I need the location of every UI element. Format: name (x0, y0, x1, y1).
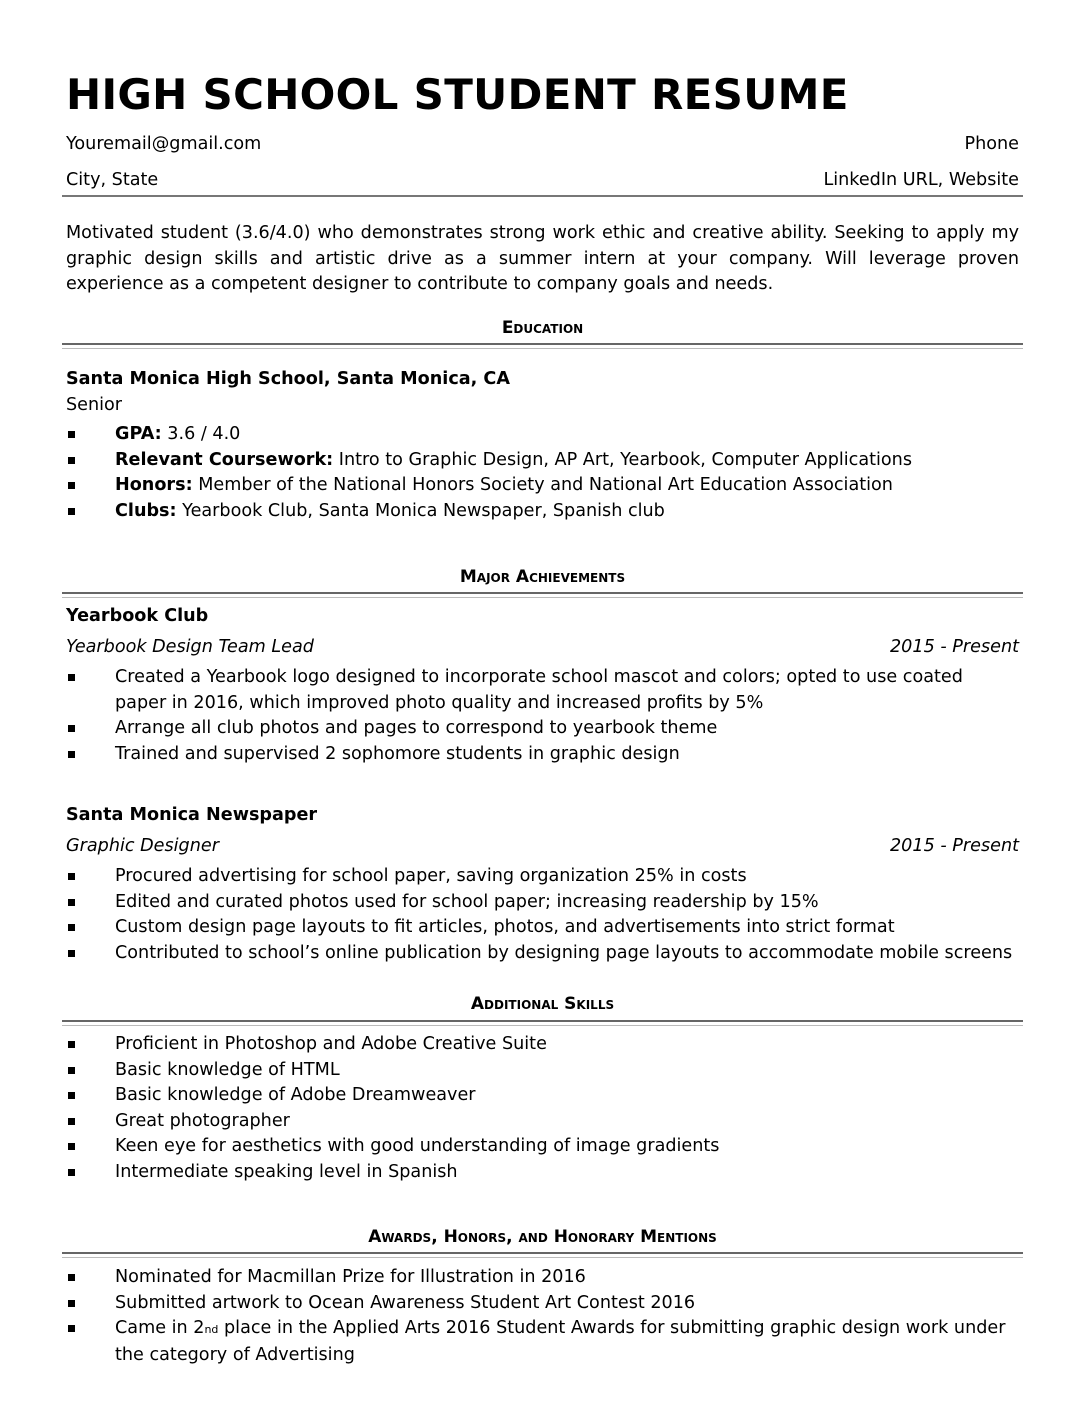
role: Graphic Designer (66, 835, 219, 856)
bullet-icon (68, 508, 75, 515)
email: Youremail@gmail.com (66, 134, 262, 154)
links: LinkedIn URL, Website (823, 170, 1019, 190)
list-item: Custom design page layouts to fit articles, photos, and advertisements into strict format (66, 915, 1019, 941)
page-title: HIGH SCHOOL STUDENT RESUME (66, 70, 849, 119)
bullet-icon (68, 1092, 75, 1099)
section-heading-skills: Additional Skills (470, 994, 615, 1014)
section-divider (62, 343, 1023, 349)
school-level: Senior (66, 394, 123, 415)
bullet-icon (68, 924, 75, 931)
summary: Motivated student (3.6/4.0) who demonstrates strong work ethic and creative ability. Seeking to apply my graphic design skills and artistic drive as a summer intern at your company. Will leverage proven experience as a competent designer to contribute to company goals and needs. (66, 223, 1019, 294)
list-item: Clubs: Yearbook Club, Santa Monica Newspaper, Spanish club (66, 499, 1019, 525)
phone: Phone (964, 134, 1019, 154)
bullet-icon (68, 457, 75, 464)
dates: 2015 - Present (889, 636, 1019, 657)
bullet-icon (68, 1274, 75, 1281)
header-divider (62, 195, 1023, 197)
bullet-icon (68, 431, 75, 438)
list-item: Honors: Member of the National Honors Society and National Art Education Association (66, 473, 1019, 499)
education-list (66, 422, 1019, 524)
bullet-icon (68, 482, 75, 489)
ordinal-suffix: nd (204, 1323, 219, 1336)
bullet-icon (68, 873, 75, 880)
list-item: Edited and curated photos used for school paper; increasing readership by 15% (66, 890, 1019, 916)
list-item: Nominated for Macmillan Prize for Illustration in 2016 (66, 1265, 1019, 1291)
bullet-icon (68, 899, 75, 906)
bullet-icon (68, 950, 75, 957)
school-name: Santa Monica High School, Santa Monica, CA (66, 369, 510, 389)
bullet-icon (68, 1118, 75, 1125)
section-divider (62, 592, 1023, 598)
list-item: Arrange all club photos and pages to correspond to yearbook theme (66, 716, 1019, 742)
location: City, State (66, 170, 159, 190)
list-item: Contributed to school’s online publication by designing page layouts to accommodate mobile screens (66, 941, 1019, 967)
contact-row-2 (66, 168, 1019, 194)
bullet-icon (68, 1169, 75, 1176)
role-row (66, 834, 1019, 860)
list-item: Basic knowledge of HTML (66, 1058, 1019, 1084)
contact-row-1 (66, 132, 1019, 158)
bullet-icon (68, 751, 75, 758)
section-heading-achievements: Major Achievements (459, 567, 626, 587)
list-item: Relevant Coursework: Intro to Graphic Design, AP Art, Yearbook, Computer Applications (66, 448, 1019, 474)
bullet-icon (68, 1143, 75, 1150)
bullet-icon (68, 1300, 75, 1307)
section-heading-education: Education (501, 318, 584, 338)
list-item: Came in 2nd place in the Applied Arts 2016 Student Awards for submitting graphic design work under the category of Advertising (66, 1316, 1019, 1368)
list-item: Great photographer (66, 1109, 1019, 1135)
list-item: Submitted artwork to Ocean Awareness Student Art Contest 2016 (66, 1291, 1019, 1317)
section-divider (62, 1020, 1023, 1026)
awards-list (66, 1265, 1019, 1368)
achievement-entry (66, 604, 1019, 767)
role-row (66, 635, 1019, 661)
section-heading-awards: Awards, Honors, and Honorary Mentions (368, 1227, 717, 1247)
list-item: GPA: 3.6 / 4.0 (66, 422, 1019, 448)
list-item: Trained and supervised 2 sophomore students in graphic design (66, 742, 1019, 768)
list-item: Keen eye for aesthetics with good understanding of image gradients (66, 1134, 1019, 1160)
list-item: Proficient in Photoshop and Adobe Creative Suite (66, 1032, 1019, 1058)
bullet-icon (68, 725, 75, 732)
list-item: Intermediate speaking level in Spanish (66, 1160, 1019, 1186)
bullet-icon (68, 674, 75, 681)
bullet-icon (68, 1067, 75, 1074)
role: Yearbook Design Team Lead (66, 636, 314, 657)
skills-list (66, 1032, 1019, 1185)
list-item: Basic knowledge of Adobe Dreamweaver (66, 1083, 1019, 1109)
achievement-entry (66, 803, 1019, 966)
list-item: Procured advertising for school paper, saving organization 25% in costs (66, 864, 1019, 890)
org-name: Santa Monica Newspaper (66, 805, 318, 825)
org-name: Yearbook Club (66, 606, 209, 626)
dates: 2015 - Present (889, 835, 1019, 856)
list-item: Created a Yearbook logo designed to incorporate school mascot and colors; opted to use coated paper in 2016, which improved photo quality and increased profits by 5% (66, 665, 1019, 716)
bullet-icon (68, 1041, 75, 1048)
section-divider (62, 1252, 1023, 1258)
education-section (66, 367, 1019, 524)
bullet-icon (68, 1325, 75, 1332)
